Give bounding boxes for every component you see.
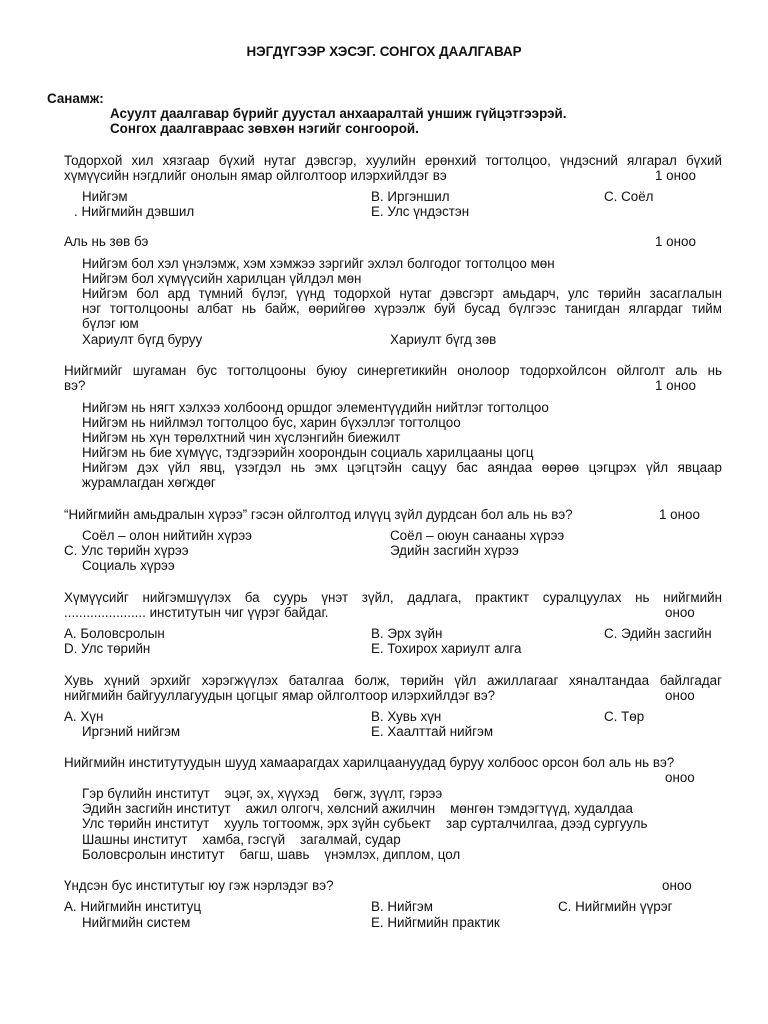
q6-option-a: A. Хүн	[64, 709, 104, 724]
q8-points: оноо	[662, 878, 692, 893]
q2-option-3-line-3: бүлэг юм	[82, 316, 139, 331]
q2-option-5: Хариулт бүгд зөв	[390, 332, 497, 347]
q3-option-4: Нийгэм нь бие хүмүүс, тэдгээрийн хоорондын социаль харилцааны цогц	[82, 445, 534, 460]
q5-option-b: B. Эрх зүйн	[371, 626, 443, 641]
q4-option-5: Социаль хүрээ	[82, 558, 175, 573]
q2-option-4: Хариулт бүгд буруу	[82, 332, 203, 347]
q7-points: оноо	[665, 770, 695, 785]
q6-option-b: B. Хувь хүн	[371, 709, 442, 724]
page-title: НЭГДҮГЭЭР ХЭСЭГ. СОНГОХ ДААЛГАВАР	[246, 44, 522, 59]
q8-option-e: E. Нийгмийн практик	[371, 915, 500, 930]
q4-option-2: Соёл – оюун санааны хүрээ	[390, 528, 565, 543]
q6-line-2: нийгмийн байгууллагуудын цогцыг ямар ойлголтоор илэрхийлдэг вэ?	[64, 688, 496, 703]
q3-line-1: Нийгмийг шугаман бус тогтолцооны буюу синергетикийн онолоор тодорхойлсон ойлголт аль нь	[64, 363, 722, 378]
q6-points: оноо	[665, 688, 695, 703]
q7-option-2: Эдийн засгийн институт ажил олгогч, хөлсний ажилчин мөнгөн тэмдэгтүүд, худалдаа	[82, 801, 633, 816]
q7-option-3: Улс төрийн институт хууль тогтоомж, эрх зүйн субьект зар сурталчилгаа, дээд сургууль	[82, 816, 648, 831]
q5-option-e: E. Тохирох хариулт алга	[371, 641, 522, 656]
q1-line-2: хүмүүсийн нэгдлийг онолын ямар ойлголтоор илэрхийлдэг вэ	[64, 168, 447, 183]
q8-option-b: B. Нийгэм	[371, 899, 433, 914]
q1-line-1: Тодорхой хил хязгаар бүхий нутаг дэвсгэр, хуулийн ерөнхий тогтолцоо, үндэсний ялгарал бүхий	[64, 153, 722, 168]
q1-option-a: Нийгэм	[82, 189, 128, 204]
q1-option-c: C. Соёл	[604, 189, 654, 204]
q7-option-4: Шашны институт хамба, гэсгүй загалмай, судар	[82, 832, 401, 847]
q2-option-3-line-1: Нийгэм бол ард түмний бүлэг, үүнд тодорхой нутаг дэвсгэрт амьдарч, улс төрийн засаглалын	[82, 286, 722, 301]
q8-option-a: A. Нийгмийн институц	[64, 899, 201, 914]
q1-option-d: . Нийгмийн дэвшил	[74, 204, 195, 219]
q7-question: Нийгмийн институтуудын шууд хамаарагдах харилцаануудад буруу холбоос орсон бол аль нь вэ?	[64, 755, 675, 770]
q3-line-2: вэ?	[64, 378, 86, 393]
q2-points: 1 оноо	[655, 234, 696, 249]
q4-question: “Нийгмийн амьдралын хүрээ” гэсэн ойлголтод илүүц зүйл дурдсан бол аль нь вэ?	[64, 507, 573, 522]
q8-question: Үндсэн бус институтыг юу гэж нэрлэдэг вэ?	[64, 878, 334, 893]
q1-option-b: B. Иргэншил	[371, 189, 450, 204]
q3-option-1: Нийгэм нь нягт хэлхээ холбоонд оршдог элементүүдийн нийтлэг тогтолцоо	[82, 400, 549, 415]
q4-option-3: C. Улс төрийн хүрээ	[64, 543, 189, 558]
q2-option-2: Нийгэм бол хүмүүсийн харилцан үйлдэл мөн	[82, 271, 362, 286]
q7-option-1: Гэр бүлийн институт эцэг, эх, хүүхэд бөгж, зүүлт, гэрээ	[82, 786, 443, 801]
q5-points: оноо	[665, 605, 695, 620]
q5-option-d: D. Улс төрийн	[64, 641, 151, 656]
q2-option-1: Нийгэм бол хэл үнэлэмж, хэм хэмжээ зэргийг эхлэл болгодог тогтолцоо мөн	[82, 256, 555, 271]
q3-option-5-line-1: Нийгэм дэх үйл явц, үзэгдэл нь эмх цэгцтэйн сацуу бас аяндаа өөрөө цэгцрэх үйл явцаар	[82, 460, 722, 475]
note-label: Санамж:	[47, 91, 104, 106]
q8-option-c: C. Нийгмийн үүрэг	[558, 899, 673, 914]
q6-line-1: Хувь хүний эрхийг хэрэгжүүлэх баталгаа болж, төрийн үйл ажиллагааг хяналтандаа байлгадаг	[64, 673, 722, 688]
q2-question: Аль нь зөв бэ	[64, 234, 149, 249]
q4-option-1: Соёл – олон нийтийн хүрээ	[82, 528, 253, 543]
q4-points: 1 оноо	[659, 507, 700, 522]
q2-option-3-line-2: нэг тогтолцооны албат нь байж, өөрийгөө хүрээлж буй бусад бүлгээс танигдан ялгардаг тийм	[82, 301, 722, 316]
q5-line-2: ...................... институтын чиг үүрэг байдаг.	[64, 605, 329, 620]
q6-option-e: E. Хаалттай нийгэм	[371, 724, 494, 739]
q1-points: 1 оноо	[655, 168, 696, 183]
q5-option-c: C. Эдийн засгийн	[604, 626, 712, 641]
q6-option-c: C. Төр	[604, 709, 645, 724]
q5-option-a: A. Боловсролын	[64, 626, 165, 641]
q6-option-d: Иргэний нийгэм	[82, 724, 181, 739]
q8-option-d: Нийгмийн систем	[82, 915, 191, 930]
q5-line-1: Хүмүүсийг нийгэмшүүлэх ба суурь үнэт зүйл, дадлага, практикт суралцуулах нь нийгмийн	[64, 590, 722, 605]
q3-points: 1 оноо	[655, 378, 696, 393]
q1-option-e: E. Улс үндэстэн	[371, 204, 470, 219]
note-line-2: Сонгох даалгавраас зөвхөн нэгийг сонгоорой.	[110, 121, 419, 136]
q3-option-2: Нийгэм нь нийлмэл тогтолцоо бус, харин бүхэллэг тогтолцоо	[82, 415, 461, 430]
q7-option-5: Боловсролын институт багш, шавь үнэмлэх, диплом, цол	[82, 847, 461, 862]
q3-option-5-line-2: журамлагдан хөгждөг	[82, 475, 216, 490]
q4-option-4: Эдийн засгийн хүрээ	[390, 543, 519, 558]
note-line-1: Асуулт даалгавар бүрийг дуустал анхааралтай уншиж гүйцэтгээрэй.	[110, 106, 567, 121]
q3-option-3: Нийгэм нь хүн төрөлхтний чин хүслэнгийн биежилт	[82, 430, 401, 445]
